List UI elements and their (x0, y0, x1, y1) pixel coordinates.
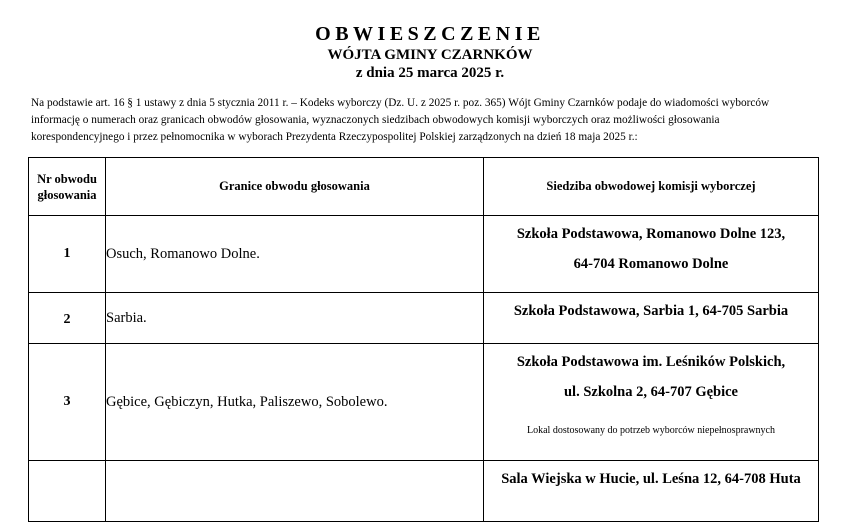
notice-date: z dnia 25 marca 2025 r. (355, 65, 505, 81)
table-row (29, 216, 819, 293)
notice-header (0, 22, 860, 82)
intro-line: korespondencyjnego i przez pełnomocnika w wyborach Prezydenta Rzeczypospolitej Polskiej zarządzonych na dzień 18 maja 2025 r.: (31, 131, 638, 143)
district-number: 1 (29, 216, 106, 293)
district-boundaries: Gębice, Gębiczyn, Hutka, Paliszewo, Sobolewo. (106, 344, 484, 461)
table-header-row (29, 158, 819, 216)
seat-line: Szkoła Podstawowa, Romanowo Dolne 123, (516, 226, 786, 242)
notice-authority: WÓJTA GMINY CZARNKÓW (327, 47, 533, 63)
intro-paragraph (31, 95, 818, 146)
seat-line: Szkoła Podstawowa im. Leśników Polskich, (516, 354, 786, 370)
commission-seat (484, 293, 819, 344)
intro-line: Na podstawie art. 16 § 1 ustawy z dnia 5 stycznia 2011 r. – Kodeks wyborczy (Dz. U. z 2025 r. poz. 365) Wójt Gminy Czarnków podaje do wiadomości wyborców (31, 97, 770, 109)
commission-seat (484, 344, 819, 461)
notice-title: OBWIESZCZENIE (315, 23, 545, 45)
district-number: 3 (29, 344, 106, 461)
header-district-number (29, 158, 106, 216)
header-text: głosowania (37, 187, 97, 202)
district-boundaries: Sarbia. (106, 293, 484, 344)
seat-line: 64-704 Romanowo Dolne (573, 256, 729, 272)
district-boundaries: Osuch, Romanowo Dolne. (106, 216, 484, 293)
district-number (29, 461, 106, 522)
accessibility-note: Lokal dostosowany do potrzeb wyborców niepełnosprawnych (527, 425, 775, 436)
table-row (29, 461, 819, 522)
intro-line: informację o numerach oraz granicach obwodów głosowania, wyznaczonych siedzibach obwodowych komisji wyborczych oraz możliwości głosowania (31, 114, 720, 126)
header-district-boundaries: Granice obwodu głosowania (106, 158, 484, 216)
table-row (29, 293, 819, 344)
seat-line: Sala Wiejska w Hucie, ul. Leśna 12, 64-708 Huta (501, 471, 801, 487)
seat-line: ul. Szkolna 2, 64-707 Gębice (563, 384, 738, 400)
header-commission-seat: Siedziba obwodowej komisji wyborczej (484, 158, 819, 216)
header-text: Nr obwodu (37, 171, 97, 186)
district-boundaries (106, 461, 484, 522)
district-number: 2 (29, 293, 106, 344)
commission-seat (484, 216, 819, 293)
commission-seat (484, 461, 819, 522)
seat-line: Szkoła Podstawowa, Sarbia 1, 64-705 Sarbia (513, 303, 789, 319)
districts-table (28, 157, 819, 522)
table-row (29, 344, 819, 461)
